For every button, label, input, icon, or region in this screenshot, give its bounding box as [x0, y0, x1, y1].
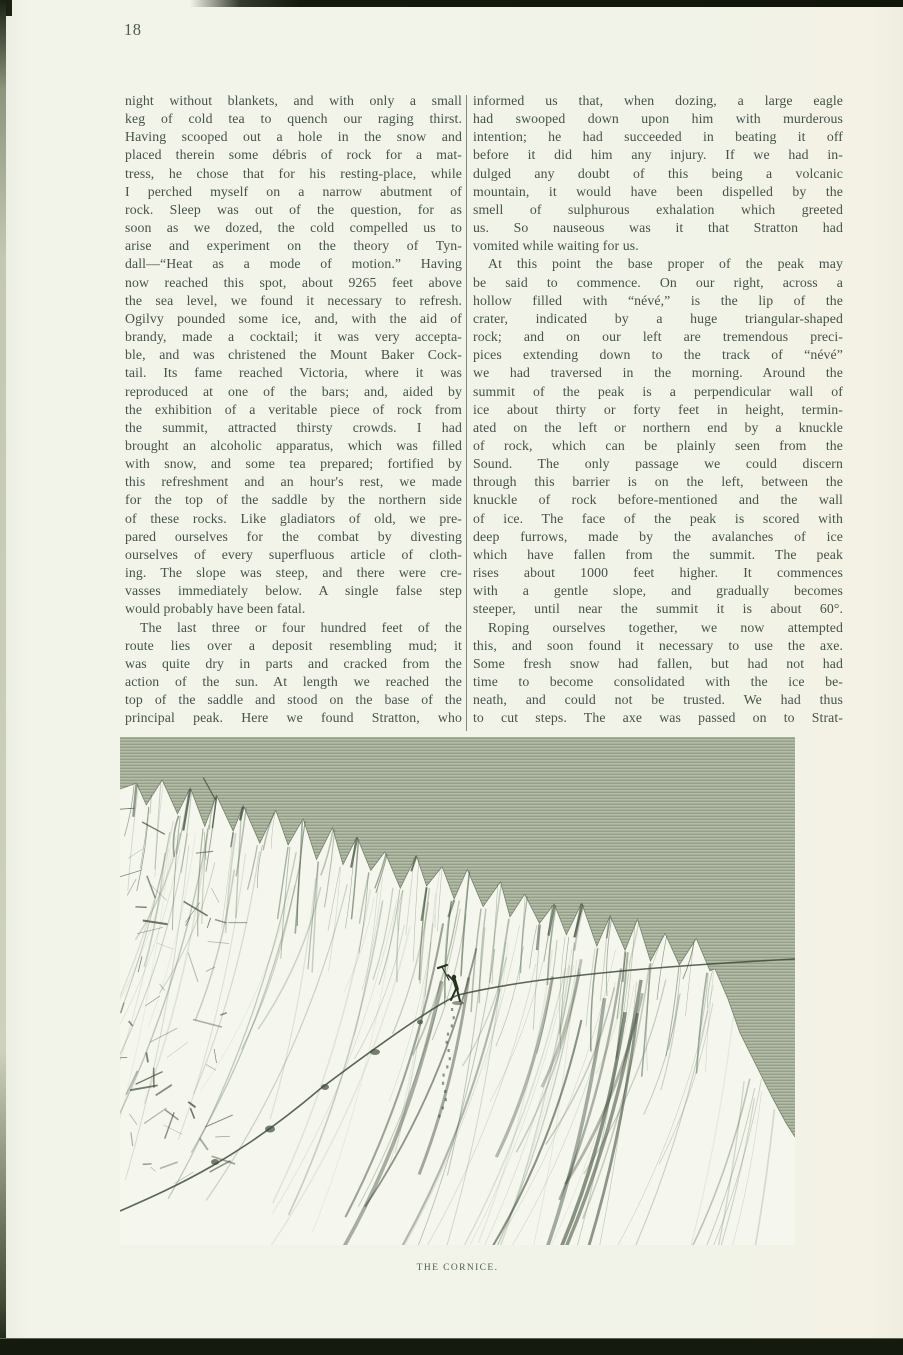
- text-line: before it did him any injury. If we had in-: [473, 147, 843, 163]
- text-line: with a gentle slope, and gradually becomes: [473, 583, 843, 599]
- text-line: pices extending down to the track of “névé”: [473, 347, 843, 363]
- text-line: dulged any doubt of this being a volcanic: [473, 165, 843, 181]
- text-line: pared ourselves for the combat by divesting: [125, 528, 462, 544]
- text-line: action of the sun. At length we reached the: [125, 674, 462, 689]
- text-line: which have fallen from the summit. The peak: [473, 546, 843, 562]
- text-line: At this point the base proper of the peak may: [488, 256, 843, 272]
- text-line: placed therein some débris of rock for a mat-: [125, 147, 462, 163]
- scan-edge-bottom: [0, 1338, 903, 1355]
- text-line: now reached this spot, about 9265 feet above: [125, 274, 462, 290]
- text-line: Some fresh snow had fallen, but had not had: [473, 655, 843, 671]
- text-line: with snow, and some tea prepared; fortified by: [125, 456, 462, 472]
- text-line: this, and soon found it necessary to use the axe.: [473, 637, 843, 653]
- text-line: brandy, made a cocktail; it was very accepta-: [125, 329, 462, 345]
- text-line: route lies over a deposit resembling mud; it: [125, 637, 462, 653]
- text-line: ble, and was christened the Mount Baker Cock-: [125, 347, 462, 363]
- text-line: brought an alcoholic apparatus, which was filled: [125, 437, 462, 453]
- text-line: dall—“Heat as a mode of motion.” Having: [125, 256, 462, 272]
- column-left: [125, 92, 462, 727]
- text-line: keg of cold tea to quench our raging thirst.: [125, 111, 462, 127]
- text-line: was quite dry in parts and cracked from the: [125, 655, 462, 671]
- text-line: the sea level, we found it necessary to refresh.: [125, 292, 462, 308]
- text-line: intention; he had succeeded in beating it off: [473, 129, 843, 145]
- text-line: informed us that, when dozing, a large eagle: [473, 93, 843, 108]
- text-line: smell of sulphurous exhalation which greeted: [473, 201, 843, 217]
- text-line: rock; and on our left are tremendous preci-: [473, 329, 843, 345]
- text-line: had swooped down upon him with murderous: [473, 111, 843, 127]
- text-line: the summit, attracted thirsty crowds. I had: [125, 419, 462, 435]
- text-line: The last three or four hundred feet of the: [140, 619, 462, 635]
- text-line: top of the saddle and stood on the base of the: [125, 692, 462, 708]
- text-line: summit of the peak is a perpendicular wall of: [473, 383, 843, 399]
- text-line: through this barrier is on the left, between the: [473, 474, 843, 490]
- text-line: of ice. The face of the peak is scored with: [473, 510, 843, 526]
- text-line: for the top of the saddle by the northern side: [125, 492, 462, 508]
- text-line: knuckle of rock before-mentioned and the wall: [473, 492, 843, 508]
- text-line: tail. Its fame reached Victoria, where it was: [125, 365, 462, 381]
- text-line: we had traversed in the morning. Around the: [473, 365, 843, 381]
- engraving-svg: [120, 737, 795, 1245]
- scan-edge-top: [0, 0, 903, 7]
- text-line: vomited while waiting for us.: [473, 238, 639, 254]
- text-line: rock. Sleep was out of the question, for as: [125, 201, 462, 217]
- column-right: [473, 92, 843, 727]
- scan-edge-left: [0, 0, 6, 1355]
- text-line: to cut steps. The axe was passed on to Strat-: [473, 710, 843, 726]
- text-line: crater, indicated by a huge triangular-shaped: [473, 310, 843, 326]
- text-line: ice about thirty or forty feet in height, termin-: [473, 401, 843, 417]
- text-line: Ogilvy pounded some ice, and, with the aid of: [125, 310, 462, 326]
- text-line: hollow filled with “névé,” is the lip of the: [473, 292, 843, 308]
- text-line: steeper, until near the summit it is about 60°.: [473, 601, 843, 617]
- text-line: mountain, it would have been dispelled by the: [473, 183, 843, 199]
- text-line: soon as we dozed, the cold compelled us to: [125, 220, 462, 236]
- text-line: be said to commence. On our right, across a: [473, 274, 843, 290]
- text-line: of rock, which can be plainly seen from the: [473, 437, 843, 453]
- text-line: arise and experiment on the theory of Tyn-: [125, 238, 462, 254]
- text-line: Sound. The only passage we could discern: [473, 456, 843, 472]
- text-line: neath, and could not be trusted. We had thus: [473, 692, 843, 708]
- text-line: would probably have been fatal.: [125, 601, 306, 617]
- text-line: rises about 1000 feet higher. It commences: [473, 565, 843, 581]
- figure-caption: THE CORNICE.: [416, 1263, 499, 1273]
- text-line: the exhibition of a veritable piece of rock from: [125, 401, 462, 417]
- text-line: vasses immediately below. A single false step: [125, 583, 462, 599]
- text-line: Having scooped out a hole in the snow and: [125, 129, 462, 145]
- text-line: ing. The slope was steep, and there were cre-: [125, 565, 462, 581]
- text-line: reproduced at one of the bars; and, aided by: [125, 383, 462, 399]
- page-number: 18: [124, 20, 142, 39]
- text-line: principal peak. Here we found Stratton, who: [125, 710, 462, 726]
- text-line: ated on the left or northern end by a knuckle: [473, 419, 843, 435]
- text-line: this refreshment and an hour's rest, we made: [125, 474, 462, 490]
- text-line: I perched myself on a narrow abutment of: [125, 183, 462, 199]
- text-line: deep furrows, made by the avalanches of ice: [473, 528, 843, 544]
- text-line: time to become consolidated with the ice be-: [473, 674, 843, 689]
- engraving: [120, 737, 795, 1245]
- text-line: of these rocks. Like gladiators of old, we pre-: [125, 510, 462, 526]
- text-line: Roping ourselves together, we now attempted: [488, 619, 843, 635]
- text-line: night without blankets, and with only a small: [125, 93, 462, 108]
- text-line: tress, he chose that for his resting-place, while: [125, 165, 462, 181]
- text-line: ourselves of every superfluous article of cloth-: [125, 546, 462, 562]
- text-line: us. So nauseous was it that Stratton had: [473, 220, 843, 236]
- column-divider-rule: [466, 95, 467, 731]
